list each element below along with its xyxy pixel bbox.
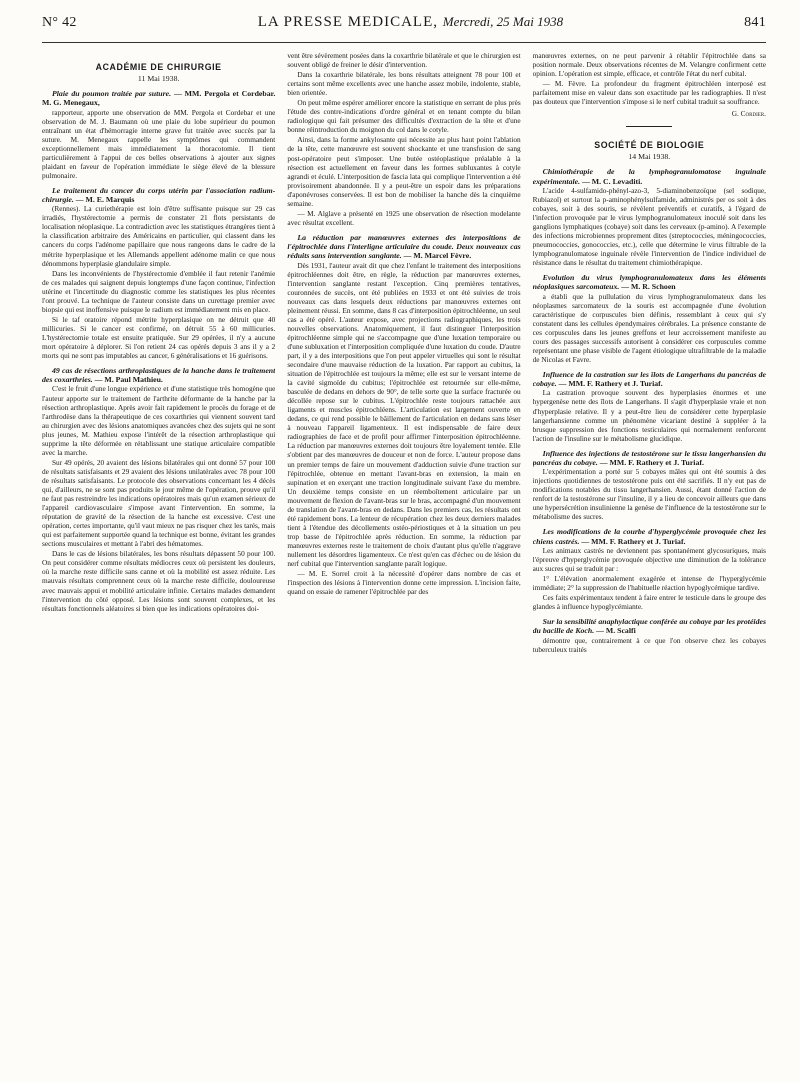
article-body: démontre que, contrairement à ce que l'on observe chez les cobayes tuberculeux traités bbox=[532, 635, 766, 654]
article-body: C'est le fruit d'une longue expérience et d'une statistique très homogène que l'auteur apporte sur le traitement de l'arthrite déformante de la hanche par la résection arthroplastique. Après avoir fait rapidement le procès du forage et de l'arthrodèse dans la thérapeutique de ces coxarthries qui viennent souvent tard au chirurgien avec des lésions anatomiques avancées chez des sujets qui ne sont plus jeunes, M. Mathieu expose l'intérêt de la résection arthroplastique qui supprime la tête déformée en rétablissant une statique articulaire compatible avec la marche. bbox=[42, 384, 276, 457]
article-authors: — MM. F. Rathery et J. Turiaf. bbox=[599, 457, 704, 467]
article-title bbox=[533, 167, 766, 185]
article-body: Dans les inconvénients de l'hystérectomie d'emblée il faut retenir l'anémie de ces malades qui saignent depuis longtemps d'une façon continue, l'infection utérine et l'incertitude du diagnostic comme les statistiques les plus récentes l'ont prouvé. La technique de l'auteur consiste dans un curettage premier avec biopsie qui est inoffensive puisque le radium est immédiatement mis en place. bbox=[42, 268, 276, 314]
issue-date: Mercredi, 25 Mai 1938 bbox=[442, 14, 564, 29]
article-title-text: Influence de la castration sur les îlots de Langerhans du pancréas de cobaye. bbox=[532, 370, 766, 389]
article-title-text: Evolution du virus lymphogranulomateux dans les éléments néoplasiques sarcomateux. bbox=[532, 273, 766, 292]
article-body: Dès 1931, l'auteur avait dit que chez l'enfant le traitement des interpositions épitrochléennes doit être, en règle, la réduction par manœuvres externes, l'intervention sanglante restant l'exception. Cinq premières tentatives, couronnées de succès, ont été publiées en 1933 et ont été suivies de trois nouveaux cas dans lesquels deux réductions par manœuvres externes ont pleinement réussi. En somme, dans 8 cas d'interposition épitrochléenne, un seul cas a été opéré. L'auteur expose, avec projections radiographiques, les trois nouvelles observations. Anatomiquement, il faut distinguer l'interposition épitrochléenne simple qui ne s'accompagne que d'une luxation temporaire ou d'une subluxation et l'interposition compliquée d'une luxation du coude. D'autre part, il y a des interpositions que l'on peut appeler virtuelles qui sont le résultat secondaire d'une mauvaise réduction de la luxation. Par rapport au cubitus, la situation de l'épitrochlée est toujours la même; elle est sur le versant interne de la cavité sigmoïde du cubitus; l'épitrochlée est retournée sur elle-même, basculée de dedans en dehors de 90°, de telle sorte que la surface fracturée ou décollée repose sur le cubitus. L'épitrochlée reste toujours rattachée aux ligaments et muscles épitrochléens. L'articulation est largement ouverte en dedans, ce qui rend possible le bâillement de l'articulation en dedans sans léser à nouveau l'appareil ligamenteux. Il est indispensable de faire deux radiographies de face et de profil pour affirmer l'interposition épitrochléenne. La réduction par manœuvres externes doit toujours être loyalement tentée. Elle s'obtient par des manœuvres de douceur et non de force. L'auteur propose dans un premier temps de faire un mouvement d'adduction suivie d'une traction sur l'épitrochlée, obtenue en mettant l'avant-bras en extension, la main en supination et en exerçant une traction longitudinale suivant l'axe du membre. Un deuxième temps consiste en un réemboîtement articulaire par un mouvement de flexion de l'avant-bras sur le bras, accompagné d'un mouvement de translation de l'avant-bras en dedans. Dans les premiers cas, les résultats ont été rapidement bons. La lenteur de récupération chez les deux derniers malades tient à l'étendue des décollements ostéo-périostiques et à la situation un peu trop basse de l'épitrochlée après réduction. En somme, la réduction par manœuvres externes reste le traitement de choix d'autant plus qu'elle n'aggrave nullement les désordres ligamenteux. Ce n'est qu'en cas d'échec ou de lésion du nerf cubital que l'intervention sanglante paraît logique. bbox=[287, 260, 521, 569]
article-title bbox=[533, 617, 766, 635]
article-authors: — M. Marcel Fèvre. bbox=[403, 251, 472, 261]
section-date: 11 Mai 1938. bbox=[137, 74, 180, 84]
article-body: — M. Alglave a présenté en 1925 une observation de résection modelante avec résultat excellent. bbox=[287, 208, 521, 227]
article-authors: — M. C. Levaditi. bbox=[582, 176, 643, 186]
section-title-academie: ACADÉMIE DE CHIRURGIE bbox=[95, 62, 222, 72]
article-title bbox=[42, 89, 275, 107]
column-2 bbox=[287, 51, 520, 1071]
article-title bbox=[42, 186, 275, 204]
article-body: On peut même espérer améliorer encore la statistique en serrant de plus près l'étude des contre-indications d'ordre général et en tenant compte du bilan radiologique qui fait présumer des difficultés d'extraction de la tête et d'une bonne réintroduction du moignon du col dans le cotyle. bbox=[287, 98, 521, 135]
article-body: Sur 49 opérés, 20 avaient des lésions bilatérales qui ont donné 57 pour 100 de résultats satisfaisants et 29 avaient des lésions unilatérales avec 78 pour 100 de résultats satisfaisants. Le protocole des observations concernant les 4 décès qui, d'ailleurs, ne se sont pas produits le jour même de l'opération, prouve qu'il ne faut pas restreindre les indications opératoires mais qu'un examen sérieux de l'appareil cardiovasculaire s'impose avant l'intervention. En somme, la réputation de gravité de la résection de la hanche est excessive. C'est une opération, certes importante, qu'il vaut mieux ne pas risquer chez les tarés, mais qui est parfaitement supportée quand la technique est bonne, évitant les grandes sections musculaires et mettant à l'abri des hématomes. bbox=[42, 457, 276, 549]
article-body: Si le taf oratoire répond métrite hyperplasique on ne détruit que 40 millicuries. Si le cancer est confirmé, on détruit 55 à 60 millicuries. L'hystérectomie totale est ensuite pratiquée. Sur 29 opérées, il n'y a aucune mort opératoire à déplorer. Si l'on retient 24 cas opérés depuis 3 ans il y a 2 morts qui ne sont pas imputables au cancer, 6 généralisations et 16 guérisons. bbox=[42, 314, 276, 361]
article-title-text: Sur la sensibilité anaphylactique conférée au cobaye par les protéides du bacille de Koch. bbox=[532, 617, 766, 636]
article-title bbox=[533, 449, 766, 467]
article-body: L'acide 4-sulfamido-phényl-azo-3, 5-diaminobenzoïque (sel sodique, Rubiazol) et surtout la p-aminophénylsulfamide, administrés per os soit à des cobayes, soit à des souris, se révèlent préventifs et curatifs, à l'égard de l'infection provoquée par le virus lymphogranulomateux inoculé soit dans les ganglions lymphatiques (cobaye) soit dans les cerveaux (p-amino). A l'exemple des infections microbiennes proprement dites (streptococcies, méningococcies, pneumococcies, gonococcies, etc.), celle que détermine le virus filtrable de la lymphogranulomatose inguinale révèle l'intervention de l'indice individuel de résistance dans le résultat du traitement chimiothérapique. bbox=[532, 185, 766, 268]
article-title bbox=[287, 233, 520, 261]
article-title-text: Influence des injections de testostérone sur le tissu langerhansien du pancréas du cobaye. bbox=[532, 448, 766, 467]
column-1 bbox=[42, 51, 275, 1071]
article-body: L'expérimentation a porté sur 5 cobayes mâles qui ont été soumis à des injections quotidiennes de testostérone puis ont été sacrifiés. Il n'y eut pas de modifications notables du tissu langerhansien. Aussi, étant donné l'action de renfort de la testostérone sur l'insuline, il y a lieu de concevoir ailleurs que dans une hypersécrétion insulinienne la genèse de l'influence de la testostérone sur le métabolisme des sucres. bbox=[532, 467, 766, 522]
section-date: 14 Mai 1938. bbox=[628, 152, 671, 162]
article-authors: — MM. Pergola et Cordebar. M. G. Menegaux, bbox=[42, 89, 276, 108]
article-authors: — MM. F. Rathery et J. Turiaf. bbox=[558, 379, 663, 389]
article-body: Dans la coxarthrie bilatérale, les bons résultats atteignent 78 pour 100 et certains sont même excellents avec une hanche assez mobile, indolente, stable, bien orientée. bbox=[287, 70, 521, 98]
article-body: vent être sévèrement posées dans la coxarthrie bilatérale et que le chirurgien est souvent obligé de freiner le désir d'intervention. bbox=[287, 51, 521, 70]
article-body: La castration provoque souvent des hyperplasies énormes et une hypergenèse nette des îlots de Langerhans. Il s'agit d'hyperplasie vraie et non d'hyperplasie relative. Il y a peut-être lieu de considérer cette hyperplasie langerhansienne comme un phénomène vicariant destiné à suppléer à la brusque suppression des fonctions testiculaires qui normalement renforcent l'action de l'insuline sur le métabolisme glucidique. bbox=[532, 388, 766, 443]
article-title-text: Plaie du poumon traitée par suture. bbox=[52, 89, 172, 99]
article-body: — M. E. Sorrel croit à la nécessité d'opérer dans nombre de cas et l'inspection des lésions à l'intervention donne cette impression. L'incision faite, quand on essaie de ramener l'épitrochlée par des bbox=[287, 569, 521, 597]
article-title-text: La réduction par manœuvres externes des interpositions de l'épitrochlée dans l'interligne articulaire du coude. Deux nouveaux cas réduits sans intervention sanglante. bbox=[287, 232, 521, 261]
article-title bbox=[533, 527, 766, 545]
article-authors: — M. E. Marquis bbox=[75, 195, 135, 205]
article-title-text: Les modifications de la courbe d'hyperglycémie provoquée chez les chiens castrés. bbox=[532, 527, 766, 546]
article-authors: — MM. F. Rathery et J. Turiaf. bbox=[581, 536, 686, 546]
signature: G. Cordier. bbox=[731, 109, 766, 119]
article-body: rapporteur, apporte une observation de MM. Pergola et Cordebar et une observation de M. J. Baumann où une plaie du lobe supérieur du poumon entraînant un état d'hémorragie interne grave fut traitée avec succès par la suture. M. Menegaux rappelle les symptômes qui commandent exceptionnellement mais immédiatement la thoracotomie. Il tient particulièrement à l'appui de ces belles observations à ajouter aux signes plaidant en faveur de l'opération immédiate le siège élevé de la blessure pulmonaire. bbox=[42, 107, 276, 180]
article-title-text: Chimiothérapie de la lymphogranulomatose inguinale expérimentale. bbox=[532, 167, 766, 186]
article-title bbox=[533, 370, 766, 388]
article-body: Dans le cas de lésions bilatérales, les bons résultats dépassent 50 pour 100. On peut considérer comme résultats médiocres ceux où persistent les douleurs, où la marche reste difficile sans canne et où la mobilité est assez réduite. Les mauvais résultats comprennent ceux où la marche reste difficile, douloureuse avec mauvais appui et mobilité articulaire infinie. Certains malades demandent l'intervention du côté opposé. Les lésions sont souvent complexes, et les résultats fonctionnels aléatoires si bien que les indications opératoires doi- bbox=[42, 549, 276, 613]
article-body: Les animaux castrés ne deviennent pas spontanément glycosuriques, mais l'épreuve d'hyperglycémie provoquée objective une diminution de la tolérance aux sucres qui se traduit par : bbox=[532, 545, 766, 573]
article-title bbox=[533, 273, 766, 291]
section-divider bbox=[626, 126, 672, 127]
article-body: manœuvres externes, on ne peut parvenir à rétablir l'épitrochlée dans sa position normale. Deux observations récentes de M. Velangre confirment cette opinion. L'opération est simple, efficace, et contrôle l'état du nerf cubital. bbox=[532, 51, 766, 79]
journal-name: LA PRESSE MEDICALE, bbox=[257, 14, 438, 30]
article-body: Ces faits expérimentaux tendent à faire entrer le testicule dans le groupe des glandes à influence hypoglycémiante. bbox=[532, 593, 766, 612]
article-title-text: Le traitement du cancer du corps utérin par l'association radium-chirurgie. bbox=[42, 185, 276, 205]
page-number: 841 bbox=[744, 15, 766, 30]
article-body: 1° L'élévation anormalement exagérée et intense de l'hyperglycémie immédiate; 2° la suppression de l'habituelle réaction hypoglycémique tardive. bbox=[532, 573, 766, 592]
columns bbox=[42, 51, 766, 1071]
article-title bbox=[42, 366, 275, 384]
column-3 bbox=[533, 51, 766, 1071]
section-title-biologie: SOCIÉTÉ DE BIOLOGIE bbox=[594, 140, 705, 151]
article-authors: — M. R. Schoen bbox=[621, 282, 676, 292]
journal-title bbox=[258, 14, 563, 31]
article-body: Ainsi, dans la forme ankylosante qui nécessite au plus haut point l'ablation de la tête, cette manœuvre est souvent shockante et une transfusion de sang post-opératoire peut s'imposer. Une butée ostéoplastique préalable à la résection est actuellement en faveur dans les formes subluxantes à cotyle agrandi et éculé. L'interposition de fascia lata qui complique l'intervention a été provisoirement abandonnée. Il y a peut-être un espoir dans les préparations d'aponévroses conservées. Il est bon de mobiliser la hanche dès la cinquième semaine. bbox=[287, 135, 521, 208]
article-body: a établi que la pullulation du virus lymphogranulomateux dans les néoplasmes sarcomateux de la souris est accompagnée d'une évolution caractéristique de corpuscules bien définis, ressemblant à ceux qui s'y constatent dans les cellules épendymaires cérébrales. La présence constante de ces corpuscules dans les jeunes greffons et leur accroissement manifeste au cours des passages successifs autorisent à considérer ces corpuscules comme représentant une phase visible de l'agent étiologique ultrafiltrable de la maladie de Nicolas et Favre. bbox=[532, 291, 766, 364]
article-body: — M. Fèvre. La profondeur du fragment épitrochléen interposé est parfaitement mise en valeur dans son exactitude par les radiographies. Il n'est pas douteux que l'intervention s'impose si le nerf cubital traduit sa souffrance. bbox=[532, 79, 766, 107]
issue-number: N° 42 bbox=[42, 15, 77, 30]
article-authors: — M. Paul Mathieu. bbox=[94, 375, 163, 385]
article-body: (Rennes). La curiethérapie est loin d'être suffisante puisque sur 29 cas irradiés, l'hystérectomie a permis de constater 21 flots persistants de localisation néoplasique. La contradiction avec les statistiques étrangères tient à la classification arbitraire des Américains en particulier, qui classent dans les cancers du corps l'adénome papillaire que nous rangeons dans le cadre de la métrite hyperplasique et les Allemands appellent adénome malin ce que nous dénommons hyperplasie glandulaire simple. bbox=[42, 204, 276, 268]
article-authors: — M. Scalfi bbox=[596, 626, 636, 636]
masthead bbox=[42, 14, 766, 43]
article-title-text: 49 cas de résections arthroplastiques de la hanche dans le traitement des coxarthries. bbox=[42, 366, 276, 385]
